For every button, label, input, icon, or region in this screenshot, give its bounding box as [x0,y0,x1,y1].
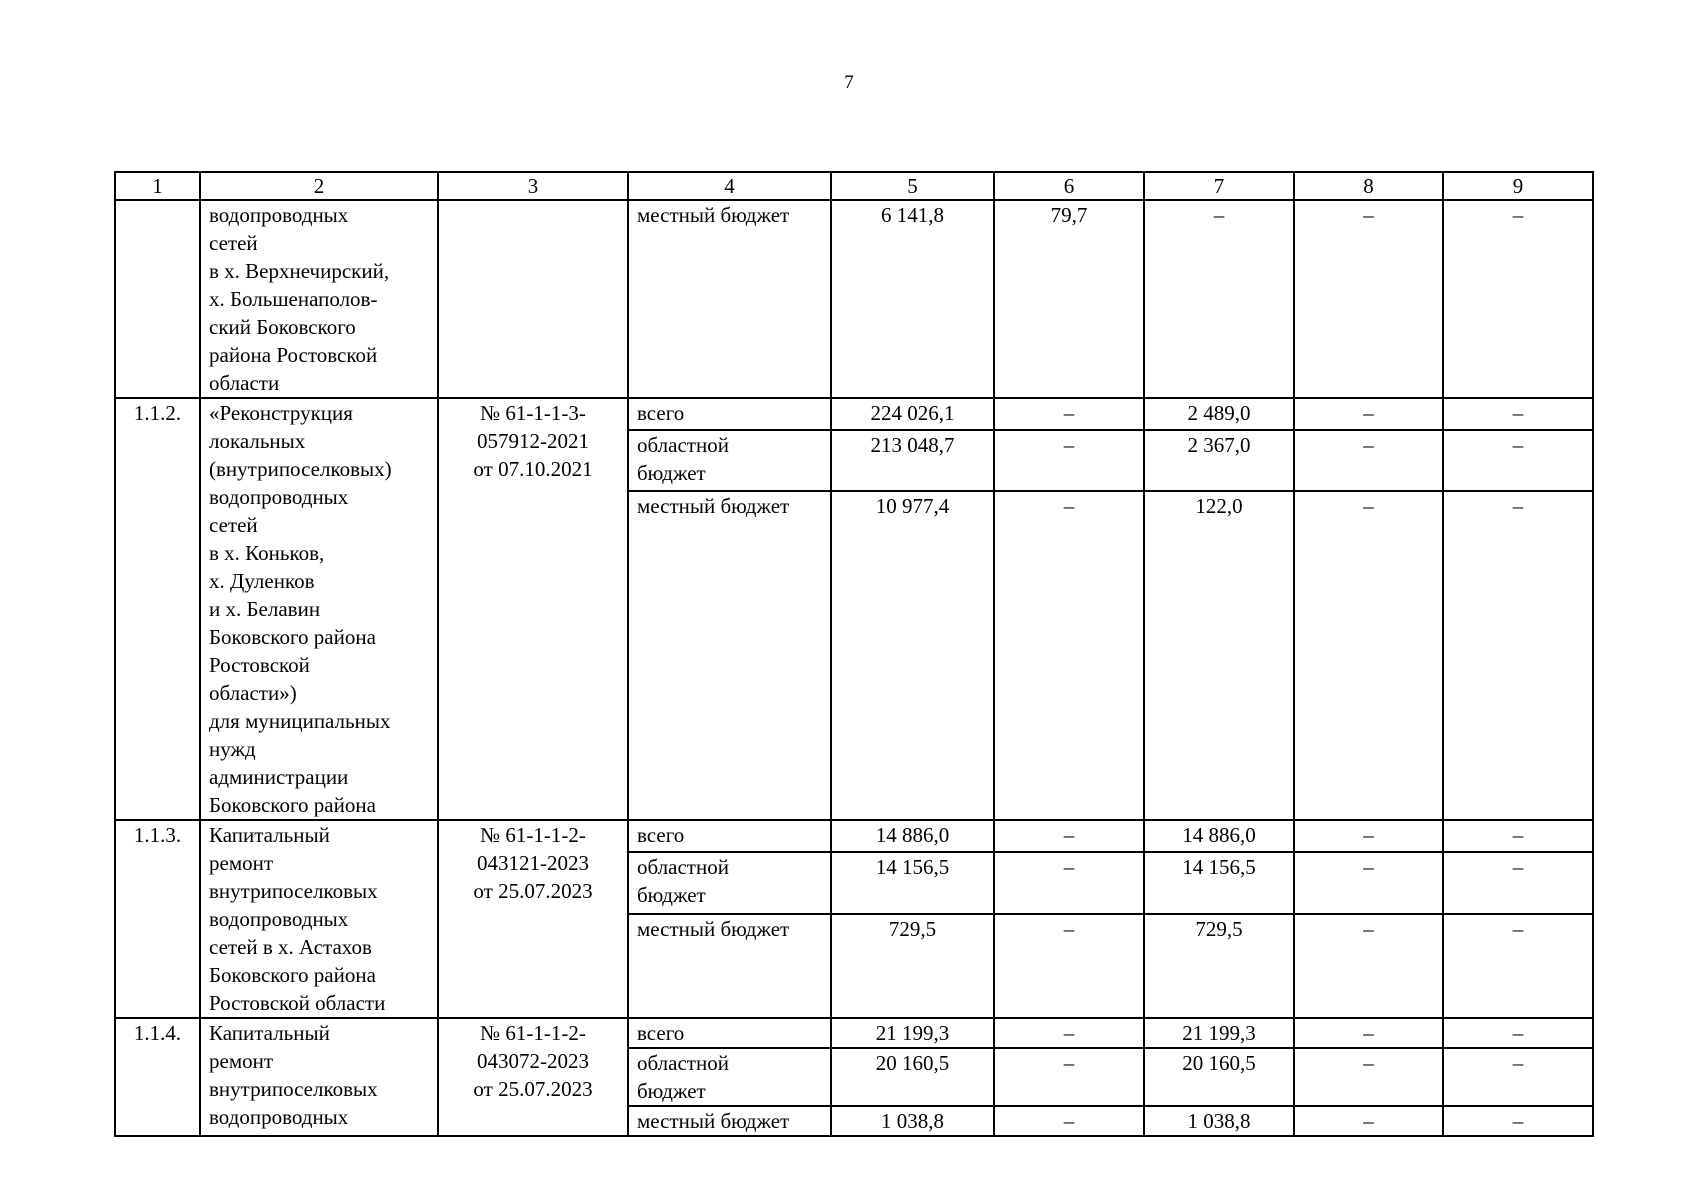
project-name-cell: Капитальный ремонт внутрипоселковых водопроводных сетей в х. Астахов Боковского района Ростовской области [200,820,438,1018]
column-number: 5 [831,172,994,200]
funding-source-cell: всего [628,820,831,852]
project-name-cell: водопроводных сетей в х. Верхнечирский, х. Большенаполов- ский Боковского района Ростовской области [200,200,438,398]
contract-number-cell: № 61-1-1-2- 043072-2023 от 25.07.2023 [438,1018,628,1136]
funding-source-cell: местный бюджет [628,200,831,398]
value-cell-6: – [994,491,1144,820]
column-number: 6 [994,172,1144,200]
value-cell-9: – [1443,398,1593,430]
value-cell-8: – [1294,820,1443,852]
value-cell-8: – [1294,1106,1443,1136]
funding-source-cell: областной бюджет [628,852,831,914]
table-row [115,820,1593,852]
value-cell-7: 14 156,5 [1144,852,1294,914]
value-cell-6: – [994,430,1144,491]
value-cell-6: – [994,1018,1144,1048]
column-number-row [115,172,1593,200]
funding-source-cell: местный бюджет [628,491,831,820]
value-cell-7: 14 886,0 [1144,820,1294,852]
value-cell-5: 20 160,5 [831,1048,994,1106]
funding-source-cell: всего [628,398,831,430]
funding-source-cell: местный бюджет [628,1106,831,1136]
contract-number-cell [438,200,628,398]
value-cell-5: 6 141,8 [831,200,994,398]
value-cell-5: 213 048,7 [831,430,994,491]
funding-source-cell: областной бюджет [628,430,831,491]
value-cell-9: – [1443,491,1593,820]
project-name-cell: «Реконструкция локальных (внутрипоселковых) водопроводных сетей в х. Коньков, х. Дуленков и х. Белавин Боковского района Ростовской области») для муниципальных нужд администрации Боковского района [200,398,438,820]
value-cell-5: 14 886,0 [831,820,994,852]
value-cell-6: – [994,820,1144,852]
table-row [115,1018,1593,1048]
column-number: 1 [115,172,200,200]
row-id-cell: 1.1.3. [115,820,200,1018]
column-number: 3 [438,172,628,200]
value-cell-9: – [1443,430,1593,491]
value-cell-7: 122,0 [1144,491,1294,820]
value-cell-8: – [1294,200,1443,398]
column-number: 8 [1294,172,1443,200]
value-cell-7: 729,5 [1144,914,1294,1018]
value-cell-8: – [1294,1048,1443,1106]
value-cell-7: – [1144,200,1294,398]
table-body [115,172,1593,1136]
contract-number-cell: № 61-1-1-3- 057912-2021 от 07.10.2021 [438,398,628,820]
value-cell-5: 10 977,4 [831,491,994,820]
value-cell-6: 79,7 [994,200,1144,398]
value-cell-8: – [1294,914,1443,1018]
value-cell-9: – [1443,852,1593,914]
value-cell-9: – [1443,1018,1593,1048]
value-cell-8: – [1294,430,1443,491]
column-number: 9 [1443,172,1593,200]
value-cell-5: 224 026,1 [831,398,994,430]
table-row [115,200,1593,398]
value-cell-8: – [1294,852,1443,914]
value-cell-9: – [1443,820,1593,852]
column-number: 2 [200,172,438,200]
value-cell-7: 21 199,3 [1144,1018,1294,1048]
row-id-cell: 1.1.2. [115,398,200,820]
value-cell-5: 14 156,5 [831,852,994,914]
table-row [115,398,1593,430]
value-cell-6: – [994,914,1144,1018]
row-id-cell: 1.1.4. [115,1018,200,1136]
budget-table [114,171,1594,1137]
value-cell-9: – [1443,200,1593,398]
row-id-cell [115,200,200,398]
page-number: 7 [844,72,854,93]
value-cell-9: – [1443,914,1593,1018]
value-cell-7: 2 367,0 [1144,430,1294,491]
contract-number-cell: № 61-1-1-2- 043121-2023 от 25.07.2023 [438,820,628,1018]
value-cell-6: – [994,1106,1144,1136]
value-cell-7: 20 160,5 [1144,1048,1294,1106]
value-cell-7: 1 038,8 [1144,1106,1294,1136]
value-cell-5: 21 199,3 [831,1018,994,1048]
value-cell-6: – [994,398,1144,430]
funding-source-cell: всего [628,1018,831,1048]
value-cell-8: – [1294,491,1443,820]
value-cell-9: – [1443,1048,1593,1106]
value-cell-5: 729,5 [831,914,994,1018]
value-cell-8: – [1294,398,1443,430]
column-number: 4 [628,172,831,200]
funding-source-cell: местный бюджет [628,914,831,1018]
value-cell-6: – [994,852,1144,914]
value-cell-6: – [994,1048,1144,1106]
column-number: 7 [1144,172,1294,200]
funding-source-cell: областной бюджет [628,1048,831,1106]
value-cell-8: – [1294,1018,1443,1048]
value-cell-7: 2 489,0 [1144,398,1294,430]
value-cell-5: 1 038,8 [831,1106,994,1136]
project-name-cell: Капитальный ремонт внутрипоселковых водопроводных [200,1018,438,1136]
value-cell-9: – [1443,1106,1593,1136]
